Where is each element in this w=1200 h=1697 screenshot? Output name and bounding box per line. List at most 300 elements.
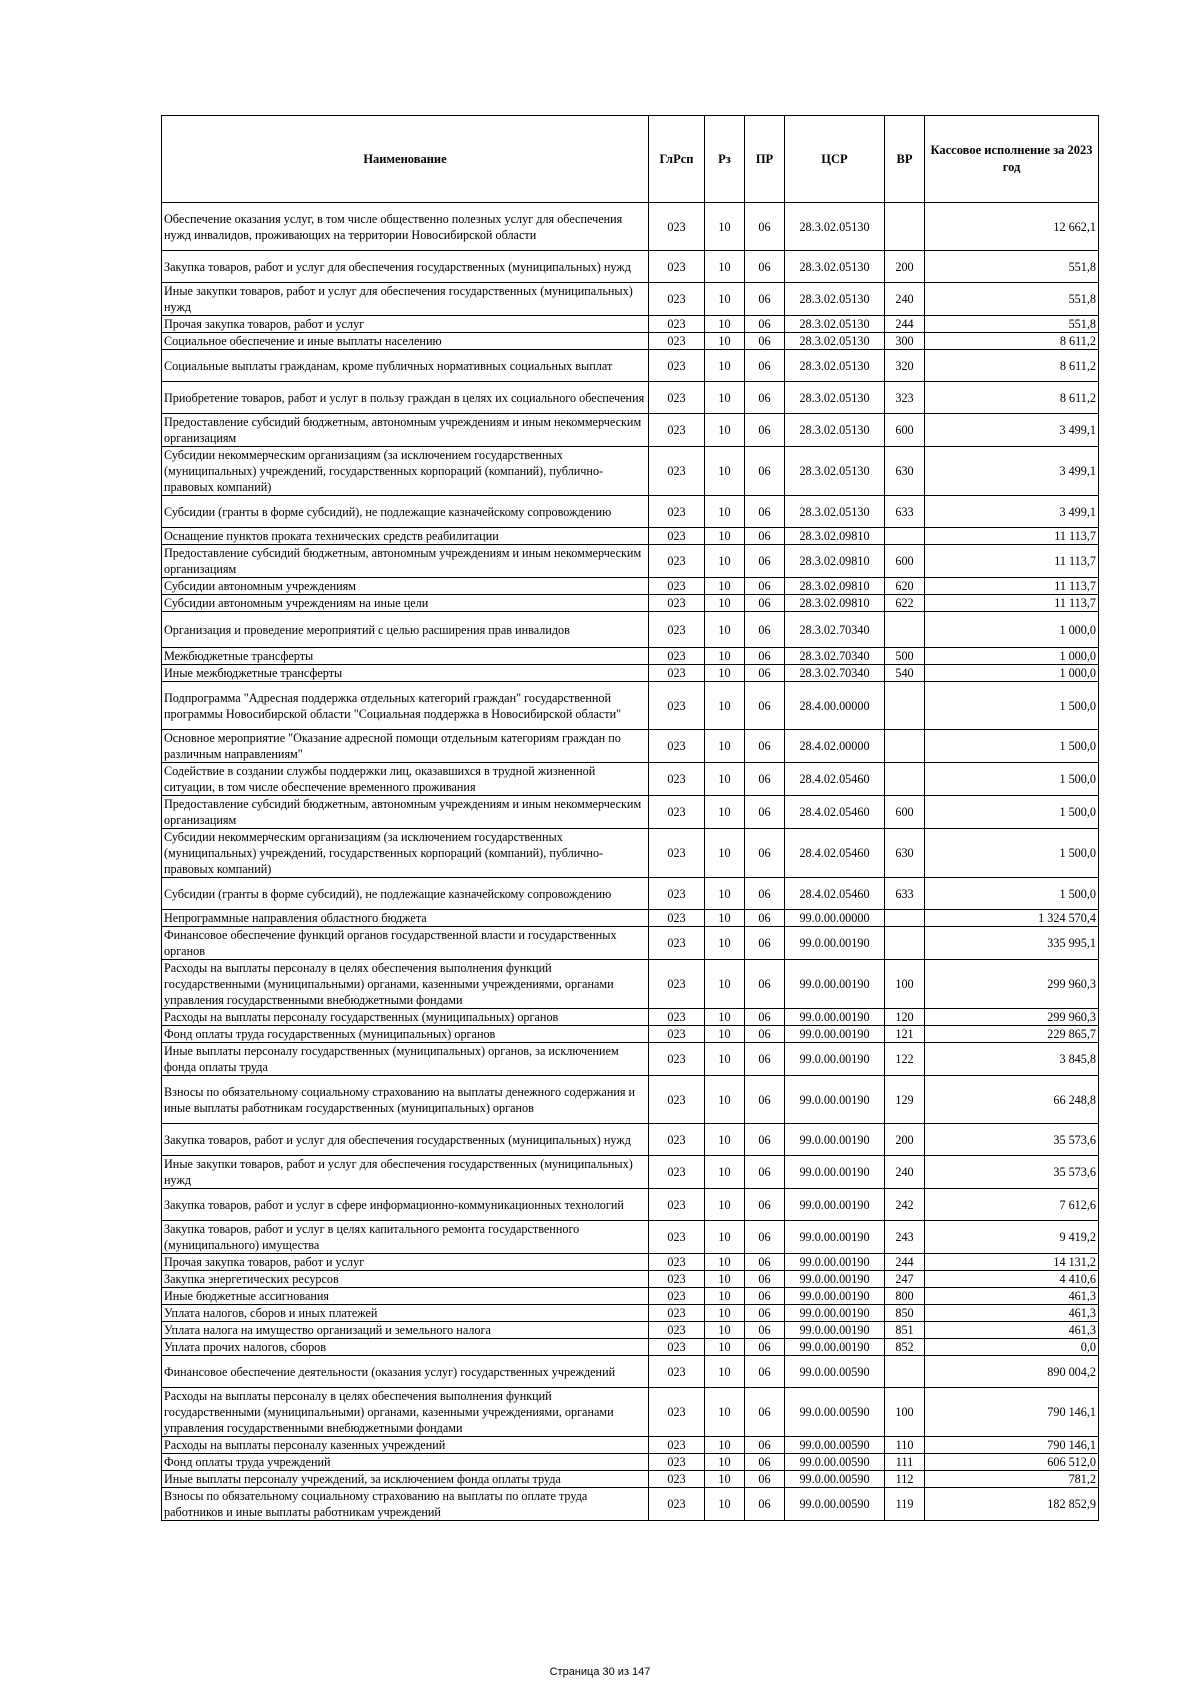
cell-name: Расходы на выплаты персоналу в целях обеспечения выполнения функций государственными (муниципальными) органами, казенными учреждениями, органами управления государственными внебюджетными фондами bbox=[162, 1388, 649, 1437]
cell-pr: 06 bbox=[745, 1254, 785, 1271]
cell-vr bbox=[885, 528, 925, 545]
cell-glrsp: 023 bbox=[649, 203, 705, 251]
cell-amount: 229 865,7 bbox=[925, 1026, 1099, 1043]
cell-name: Подпрограмма "Адресная поддержка отдельных категорий граждан" государственной программы Новосибирской области "Социальная поддержка в Новосибирской области" bbox=[162, 682, 649, 730]
cell-rz: 10 bbox=[705, 595, 745, 612]
table-row bbox=[162, 612, 1099, 648]
cell-vr: 112 bbox=[885, 1471, 925, 1488]
cell-glrsp: 023 bbox=[649, 528, 705, 545]
cell-pr: 06 bbox=[745, 1322, 785, 1339]
cell-name: Закупка товаров, работ и услуг для обеспечения государственных (муниципальных) нужд bbox=[162, 251, 649, 283]
cell-glrsp: 023 bbox=[649, 1339, 705, 1356]
cell-amount: 606 512,0 bbox=[925, 1454, 1099, 1471]
cell-rz: 10 bbox=[705, 350, 745, 382]
cell-glrsp: 023 bbox=[649, 612, 705, 648]
cell-csr: 99.0.00.00000 bbox=[785, 910, 885, 927]
cell-vr: 119 bbox=[885, 1488, 925, 1521]
table-row bbox=[162, 528, 1099, 545]
cell-glrsp: 023 bbox=[649, 595, 705, 612]
cell-vr: 247 bbox=[885, 1271, 925, 1288]
cell-name: Взносы по обязательному социальному страхованию на выплаты по оплате труда работников и иные выплаты работникам учреждений bbox=[162, 1488, 649, 1521]
cell-rz: 10 bbox=[705, 612, 745, 648]
table-row bbox=[162, 1488, 1099, 1521]
cell-glrsp: 023 bbox=[649, 927, 705, 960]
cell-amount: 8 611,2 bbox=[925, 382, 1099, 414]
cell-amount: 781,2 bbox=[925, 1471, 1099, 1488]
cell-amount: 8 611,2 bbox=[925, 350, 1099, 382]
cell-pr: 06 bbox=[745, 1454, 785, 1471]
cell-glrsp: 023 bbox=[649, 1454, 705, 1471]
cell-glrsp: 023 bbox=[649, 682, 705, 730]
cell-csr: 28.4.02.00000 bbox=[785, 730, 885, 763]
cell-rz: 10 bbox=[705, 1076, 745, 1124]
cell-pr: 06 bbox=[745, 612, 785, 648]
cell-glrsp: 023 bbox=[649, 960, 705, 1009]
table-row bbox=[162, 1254, 1099, 1271]
cell-amount: 299 960,3 bbox=[925, 1009, 1099, 1026]
cell-glrsp: 023 bbox=[649, 1322, 705, 1339]
cell-rz: 10 bbox=[705, 333, 745, 350]
cell-name: Иные выплаты персоналу государственных (муниципальных) органов, за исключением фонда оплаты труда bbox=[162, 1043, 649, 1076]
cell-rz: 10 bbox=[705, 1356, 745, 1388]
cell-csr: 99.0.00.00590 bbox=[785, 1356, 885, 1388]
table-row bbox=[162, 1437, 1099, 1454]
cell-amount: 461,3 bbox=[925, 1322, 1099, 1339]
table-row bbox=[162, 251, 1099, 283]
cell-csr: 28.3.02.70340 bbox=[785, 648, 885, 665]
header-amount: Кассовое исполнение за 2023 год bbox=[925, 116, 1099, 203]
cell-amount: 551,8 bbox=[925, 251, 1099, 283]
cell-rz: 10 bbox=[705, 1454, 745, 1471]
cell-rz: 10 bbox=[705, 578, 745, 595]
table-row bbox=[162, 730, 1099, 763]
cell-rz: 10 bbox=[705, 1288, 745, 1305]
cell-rz: 10 bbox=[705, 1189, 745, 1221]
cell-pr: 06 bbox=[745, 796, 785, 829]
cell-name: Иные межбюджетные трансферты bbox=[162, 665, 649, 682]
cell-name: Субсидии некоммерческим организациям (за исключением государственных (муниципальных) учреждений, государственных корпораций (компаний), публично-правовых компаний) bbox=[162, 829, 649, 878]
cell-vr: 100 bbox=[885, 960, 925, 1009]
cell-vr: 600 bbox=[885, 796, 925, 829]
cell-vr: 200 bbox=[885, 1124, 925, 1156]
cell-glrsp: 023 bbox=[649, 1471, 705, 1488]
cell-vr bbox=[885, 730, 925, 763]
cell-csr: 99.0.00.00590 bbox=[785, 1454, 885, 1471]
cell-glrsp: 023 bbox=[649, 1156, 705, 1189]
cell-vr: 243 bbox=[885, 1221, 925, 1254]
header-name: Наименование bbox=[162, 116, 649, 203]
cell-amount: 890 004,2 bbox=[925, 1356, 1099, 1388]
cell-amount: 4 410,6 bbox=[925, 1271, 1099, 1288]
cell-name: Иные бюджетные ассигнования bbox=[162, 1288, 649, 1305]
cell-name: Субсидии автономным учреждениям bbox=[162, 578, 649, 595]
cell-rz: 10 bbox=[705, 1043, 745, 1076]
cell-csr: 99.0.00.00190 bbox=[785, 927, 885, 960]
cell-glrsp: 023 bbox=[649, 763, 705, 796]
cell-glrsp: 023 bbox=[649, 730, 705, 763]
cell-amount: 1 500,0 bbox=[925, 730, 1099, 763]
cell-pr: 06 bbox=[745, 350, 785, 382]
cell-csr: 99.0.00.00190 bbox=[785, 1254, 885, 1271]
cell-csr: 28.3.02.05130 bbox=[785, 350, 885, 382]
table-row bbox=[162, 927, 1099, 960]
cell-vr: 242 bbox=[885, 1189, 925, 1221]
cell-name: Расходы на выплаты персоналу казенных учреждений bbox=[162, 1437, 649, 1454]
table-row bbox=[162, 1471, 1099, 1488]
cell-vr: 120 bbox=[885, 1009, 925, 1026]
cell-name: Предоставление субсидий бюджетным, автономным учреждениям и иным некоммерческим организациям bbox=[162, 414, 649, 447]
cell-rz: 10 bbox=[705, 878, 745, 910]
header-row bbox=[162, 116, 1099, 203]
cell-name: Фонд оплаты труда государственных (муниципальных) органов bbox=[162, 1026, 649, 1043]
cell-vr: 300 bbox=[885, 333, 925, 350]
cell-name: Субсидии (гранты в форме субсидий), не подлежащие казначейскому сопровождению bbox=[162, 878, 649, 910]
page-number: Страница 30 из 147 bbox=[549, 1666, 651, 1678]
cell-pr: 06 bbox=[745, 1189, 785, 1221]
cell-name: Взносы по обязательному социальному страхованию на выплаты денежного содержания и иные выплаты работникам государственных (муниципальных) органов bbox=[162, 1076, 649, 1124]
cell-name: Предоставление субсидий бюджетным, автономным учреждениям и иным некоммерческим организациям bbox=[162, 545, 649, 578]
cell-csr: 99.0.00.00190 bbox=[785, 1271, 885, 1288]
cell-rz: 10 bbox=[705, 730, 745, 763]
cell-vr: 110 bbox=[885, 1437, 925, 1454]
cell-csr: 99.0.00.00190 bbox=[785, 1322, 885, 1339]
cell-name: Иные закупки товаров, работ и услуг для обеспечения государственных (муниципальных) нужд bbox=[162, 283, 649, 316]
cell-csr: 28.3.02.09810 bbox=[785, 595, 885, 612]
table-row bbox=[162, 382, 1099, 414]
cell-csr: 28.4.02.05460 bbox=[785, 763, 885, 796]
cell-pr: 06 bbox=[745, 763, 785, 796]
cell-vr: 540 bbox=[885, 665, 925, 682]
cell-csr: 99.0.00.00190 bbox=[785, 1288, 885, 1305]
cell-pr: 06 bbox=[745, 595, 785, 612]
cell-csr: 28.3.02.05130 bbox=[785, 382, 885, 414]
cell-pr: 06 bbox=[745, 1124, 785, 1156]
cell-rz: 10 bbox=[705, 1254, 745, 1271]
cell-glrsp: 023 bbox=[649, 578, 705, 595]
cell-glrsp: 023 bbox=[649, 1026, 705, 1043]
cell-csr: 28.3.02.05130 bbox=[785, 251, 885, 283]
cell-name: Закупка товаров, работ и услуг в целях капитального ремонта государственного (муниципального) имущества bbox=[162, 1221, 649, 1254]
cell-csr: 99.0.00.00590 bbox=[785, 1471, 885, 1488]
cell-name: Уплата налога на имущество организаций и земельного налога bbox=[162, 1322, 649, 1339]
cell-glrsp: 023 bbox=[649, 1288, 705, 1305]
cell-name: Субсидии автономным учреждениям на иные цели bbox=[162, 595, 649, 612]
cell-vr: 122 bbox=[885, 1043, 925, 1076]
cell-rz: 10 bbox=[705, 927, 745, 960]
cell-vr bbox=[885, 763, 925, 796]
cell-pr: 06 bbox=[745, 1488, 785, 1521]
cell-csr: 99.0.00.00590 bbox=[785, 1488, 885, 1521]
cell-csr: 28.3.02.05130 bbox=[785, 283, 885, 316]
cell-pr: 06 bbox=[745, 1339, 785, 1356]
table-row bbox=[162, 1288, 1099, 1305]
cell-rz: 10 bbox=[705, 1305, 745, 1322]
cell-pr: 06 bbox=[745, 1156, 785, 1189]
header-vr: ВР bbox=[885, 116, 925, 203]
cell-amount: 461,3 bbox=[925, 1288, 1099, 1305]
cell-pr: 06 bbox=[745, 1026, 785, 1043]
cell-rz: 10 bbox=[705, 796, 745, 829]
table-row bbox=[162, 1156, 1099, 1189]
cell-csr: 28.3.02.05130 bbox=[785, 203, 885, 251]
cell-pr: 06 bbox=[745, 1288, 785, 1305]
cell-pr: 06 bbox=[745, 251, 785, 283]
cell-name: Субсидии (гранты в форме субсидий), не подлежащие казначейскому сопровождению bbox=[162, 496, 649, 528]
cell-pr: 06 bbox=[745, 730, 785, 763]
cell-csr: 99.0.00.00190 bbox=[785, 1009, 885, 1026]
cell-rz: 10 bbox=[705, 382, 745, 414]
table-row bbox=[162, 1124, 1099, 1156]
cell-amount: 551,8 bbox=[925, 283, 1099, 316]
cell-pr: 06 bbox=[745, 682, 785, 730]
cell-pr: 06 bbox=[745, 382, 785, 414]
cell-glrsp: 023 bbox=[649, 545, 705, 578]
cell-pr: 06 bbox=[745, 1437, 785, 1454]
table-row bbox=[162, 829, 1099, 878]
header-pr: ПР bbox=[745, 116, 785, 203]
cell-rz: 10 bbox=[705, 1437, 745, 1454]
cell-glrsp: 023 bbox=[649, 1076, 705, 1124]
cell-rz: 10 bbox=[705, 665, 745, 682]
cell-amount: 1 500,0 bbox=[925, 763, 1099, 796]
cell-amount: 335 995,1 bbox=[925, 927, 1099, 960]
cell-pr: 06 bbox=[745, 316, 785, 333]
cell-amount: 182 852,9 bbox=[925, 1488, 1099, 1521]
cell-csr: 28.3.02.09810 bbox=[785, 578, 885, 595]
cell-pr: 06 bbox=[745, 1043, 785, 1076]
table-row bbox=[162, 414, 1099, 447]
cell-vr: 320 bbox=[885, 350, 925, 382]
table-row bbox=[162, 1454, 1099, 1471]
cell-vr: 633 bbox=[885, 496, 925, 528]
cell-csr: 99.0.00.00190 bbox=[785, 1189, 885, 1221]
cell-csr: 28.3.02.09810 bbox=[785, 528, 885, 545]
cell-name: Приобретение товаров, работ и услуг в пользу граждан в целях их социального обеспечения bbox=[162, 382, 649, 414]
cell-amount: 551,8 bbox=[925, 316, 1099, 333]
cell-rz: 10 bbox=[705, 251, 745, 283]
cell-csr: 99.0.00.00190 bbox=[785, 1339, 885, 1356]
cell-amount: 3 845,8 bbox=[925, 1043, 1099, 1076]
cell-glrsp: 023 bbox=[649, 1437, 705, 1454]
cell-rz: 10 bbox=[705, 1271, 745, 1288]
cell-vr bbox=[885, 203, 925, 251]
cell-csr: 99.0.00.00190 bbox=[785, 1156, 885, 1189]
cell-vr: 622 bbox=[885, 595, 925, 612]
cell-pr: 06 bbox=[745, 447, 785, 496]
cell-glrsp: 023 bbox=[649, 1043, 705, 1076]
cell-pr: 06 bbox=[745, 1271, 785, 1288]
table-row bbox=[162, 333, 1099, 350]
cell-name: Прочая закупка товаров, работ и услуг bbox=[162, 316, 649, 333]
cell-vr: 600 bbox=[885, 414, 925, 447]
cell-rz: 10 bbox=[705, 203, 745, 251]
cell-name: Социальные выплаты гражданам, кроме публичных нормативных социальных выплат bbox=[162, 350, 649, 382]
cell-vr: 600 bbox=[885, 545, 925, 578]
cell-amount: 7 612,6 bbox=[925, 1189, 1099, 1221]
cell-rz: 10 bbox=[705, 447, 745, 496]
cell-vr: 633 bbox=[885, 878, 925, 910]
cell-pr: 06 bbox=[745, 545, 785, 578]
cell-glrsp: 023 bbox=[649, 382, 705, 414]
table-row bbox=[162, 796, 1099, 829]
cell-glrsp: 023 bbox=[649, 251, 705, 283]
cell-rz: 10 bbox=[705, 910, 745, 927]
table-row bbox=[162, 350, 1099, 382]
cell-amount: 1 500,0 bbox=[925, 796, 1099, 829]
cell-glrsp: 023 bbox=[649, 1305, 705, 1322]
cell-rz: 10 bbox=[705, 1026, 745, 1043]
cell-pr: 06 bbox=[745, 283, 785, 316]
table-row bbox=[162, 910, 1099, 927]
cell-name: Социальное обеспечение и иные выплаты населению bbox=[162, 333, 649, 350]
cell-pr: 06 bbox=[745, 1471, 785, 1488]
cell-csr: 99.0.00.00190 bbox=[785, 960, 885, 1009]
table-row bbox=[162, 648, 1099, 665]
cell-vr: 244 bbox=[885, 316, 925, 333]
cell-csr: 28.3.02.09810 bbox=[785, 545, 885, 578]
cell-rz: 10 bbox=[705, 528, 745, 545]
cell-name: Непрограммные направления областного бюджета bbox=[162, 910, 649, 927]
cell-name: Фонд оплаты труда учреждений bbox=[162, 1454, 649, 1471]
cell-amount: 0,0 bbox=[925, 1339, 1099, 1356]
table-row bbox=[162, 1322, 1099, 1339]
cell-csr: 99.0.00.00590 bbox=[785, 1437, 885, 1454]
cell-glrsp: 023 bbox=[649, 1356, 705, 1388]
cell-pr: 06 bbox=[745, 203, 785, 251]
cell-amount: 8 611,2 bbox=[925, 333, 1099, 350]
table-row bbox=[162, 1189, 1099, 1221]
cell-glrsp: 023 bbox=[649, 829, 705, 878]
cell-amount: 1 000,0 bbox=[925, 648, 1099, 665]
cell-name: Оснащение пунктов проката технических средств реабилитации bbox=[162, 528, 649, 545]
cell-glrsp: 023 bbox=[649, 796, 705, 829]
cell-amount: 1 000,0 bbox=[925, 665, 1099, 682]
cell-pr: 06 bbox=[745, 1009, 785, 1026]
cell-vr: 852 bbox=[885, 1339, 925, 1356]
cell-pr: 06 bbox=[745, 960, 785, 1009]
cell-csr: 99.0.00.00190 bbox=[785, 1221, 885, 1254]
cell-glrsp: 023 bbox=[649, 414, 705, 447]
header-rz: Рз bbox=[705, 116, 745, 203]
cell-glrsp: 023 bbox=[649, 316, 705, 333]
cell-vr: 620 bbox=[885, 578, 925, 595]
cell-rz: 10 bbox=[705, 316, 745, 333]
table-row bbox=[162, 447, 1099, 496]
cell-glrsp: 023 bbox=[649, 1009, 705, 1026]
table-row bbox=[162, 1339, 1099, 1356]
table-row bbox=[162, 578, 1099, 595]
cell-pr: 06 bbox=[745, 878, 785, 910]
cell-name: Уплата прочих налогов, сборов bbox=[162, 1339, 649, 1356]
cell-pr: 06 bbox=[745, 1388, 785, 1437]
cell-amount: 299 960,3 bbox=[925, 960, 1099, 1009]
cell-glrsp: 023 bbox=[649, 1254, 705, 1271]
cell-csr: 28.4.02.05460 bbox=[785, 829, 885, 878]
cell-glrsp: 023 bbox=[649, 283, 705, 316]
cell-pr: 06 bbox=[745, 1356, 785, 1388]
cell-name: Основное мероприятие "Оказание адресной помощи отдельным категориям граждан по различным направлениям" bbox=[162, 730, 649, 763]
cell-csr: 28.3.02.05130 bbox=[785, 316, 885, 333]
cell-rz: 10 bbox=[705, 960, 745, 1009]
cell-name: Субсидии некоммерческим организациям (за исключением государственных (муниципальных) учреждений, государственных корпораций (компаний), публично-правовых компаний) bbox=[162, 447, 649, 496]
cell-csr: 99.0.00.00190 bbox=[785, 1305, 885, 1322]
table-row bbox=[162, 1043, 1099, 1076]
cell-amount: 66 248,8 bbox=[925, 1076, 1099, 1124]
cell-rz: 10 bbox=[705, 1156, 745, 1189]
cell-name: Иные закупки товаров, работ и услуг для обеспечения государственных (муниципальных) нужд bbox=[162, 1156, 649, 1189]
cell-amount: 11 113,7 bbox=[925, 595, 1099, 612]
cell-csr: 99.0.00.00590 bbox=[785, 1388, 885, 1437]
cell-name: Обеспечение оказания услуг, в том числе общественно полезных услуг для обеспечения нужд инвалидов, проживающих на территории Новосибирской области bbox=[162, 203, 649, 251]
cell-amount: 790 146,1 bbox=[925, 1437, 1099, 1454]
cell-amount: 1 500,0 bbox=[925, 682, 1099, 730]
cell-rz: 10 bbox=[705, 283, 745, 316]
budget-table bbox=[161, 115, 1099, 1521]
table-row bbox=[162, 545, 1099, 578]
cell-name: Закупка энергетических ресурсов bbox=[162, 1271, 649, 1288]
cell-pr: 06 bbox=[745, 1076, 785, 1124]
cell-vr bbox=[885, 1356, 925, 1388]
cell-name: Содействие в создании службы поддержки лиц, оказавшихся в трудной жизненной ситуации, в том числе обеспечение временного проживания bbox=[162, 763, 649, 796]
cell-csr: 28.4.02.05460 bbox=[785, 796, 885, 829]
cell-glrsp: 023 bbox=[649, 1221, 705, 1254]
header-csr: ЦСР bbox=[785, 116, 885, 203]
cell-pr: 06 bbox=[745, 665, 785, 682]
cell-amount: 12 662,1 bbox=[925, 203, 1099, 251]
table-row bbox=[162, 1221, 1099, 1254]
cell-amount: 461,3 bbox=[925, 1305, 1099, 1322]
table-row bbox=[162, 316, 1099, 333]
table-row bbox=[162, 1026, 1099, 1043]
cell-csr: 99.0.00.00190 bbox=[785, 1026, 885, 1043]
cell-csr: 28.3.02.05130 bbox=[785, 447, 885, 496]
cell-amount: 11 113,7 bbox=[925, 578, 1099, 595]
cell-name: Предоставление субсидий бюджетным, автономным учреждениям и иным некоммерческим организациям bbox=[162, 796, 649, 829]
table-row bbox=[162, 283, 1099, 316]
cell-amount: 11 113,7 bbox=[925, 545, 1099, 578]
cell-vr: 111 bbox=[885, 1454, 925, 1471]
table-row bbox=[162, 1356, 1099, 1388]
cell-csr: 99.0.00.00190 bbox=[785, 1124, 885, 1156]
table-row bbox=[162, 960, 1099, 1009]
cell-rz: 10 bbox=[705, 682, 745, 730]
cell-glrsp: 023 bbox=[649, 1388, 705, 1437]
cell-glrsp: 023 bbox=[649, 1271, 705, 1288]
cell-glrsp: 023 bbox=[649, 910, 705, 927]
cell-glrsp: 023 bbox=[649, 1124, 705, 1156]
cell-amount: 1 500,0 bbox=[925, 829, 1099, 878]
cell-name: Расходы на выплаты персоналу государственных (муниципальных) органов bbox=[162, 1009, 649, 1026]
cell-pr: 06 bbox=[745, 333, 785, 350]
cell-name: Уплата налогов, сборов и иных платежей bbox=[162, 1305, 649, 1322]
cell-glrsp: 023 bbox=[649, 1189, 705, 1221]
cell-rz: 10 bbox=[705, 1009, 745, 1026]
cell-pr: 06 bbox=[745, 927, 785, 960]
cell-amount: 1 000,0 bbox=[925, 612, 1099, 648]
cell-pr: 06 bbox=[745, 648, 785, 665]
cell-vr: 800 bbox=[885, 1288, 925, 1305]
cell-rz: 10 bbox=[705, 1322, 745, 1339]
cell-rz: 10 bbox=[705, 1339, 745, 1356]
cell-glrsp: 023 bbox=[649, 1488, 705, 1521]
cell-rz: 10 bbox=[705, 1124, 745, 1156]
cell-rz: 10 bbox=[705, 648, 745, 665]
cell-rz: 10 bbox=[705, 1388, 745, 1437]
cell-vr bbox=[885, 682, 925, 730]
cell-vr: 240 bbox=[885, 283, 925, 316]
cell-pr: 06 bbox=[745, 1305, 785, 1322]
cell-glrsp: 023 bbox=[649, 496, 705, 528]
